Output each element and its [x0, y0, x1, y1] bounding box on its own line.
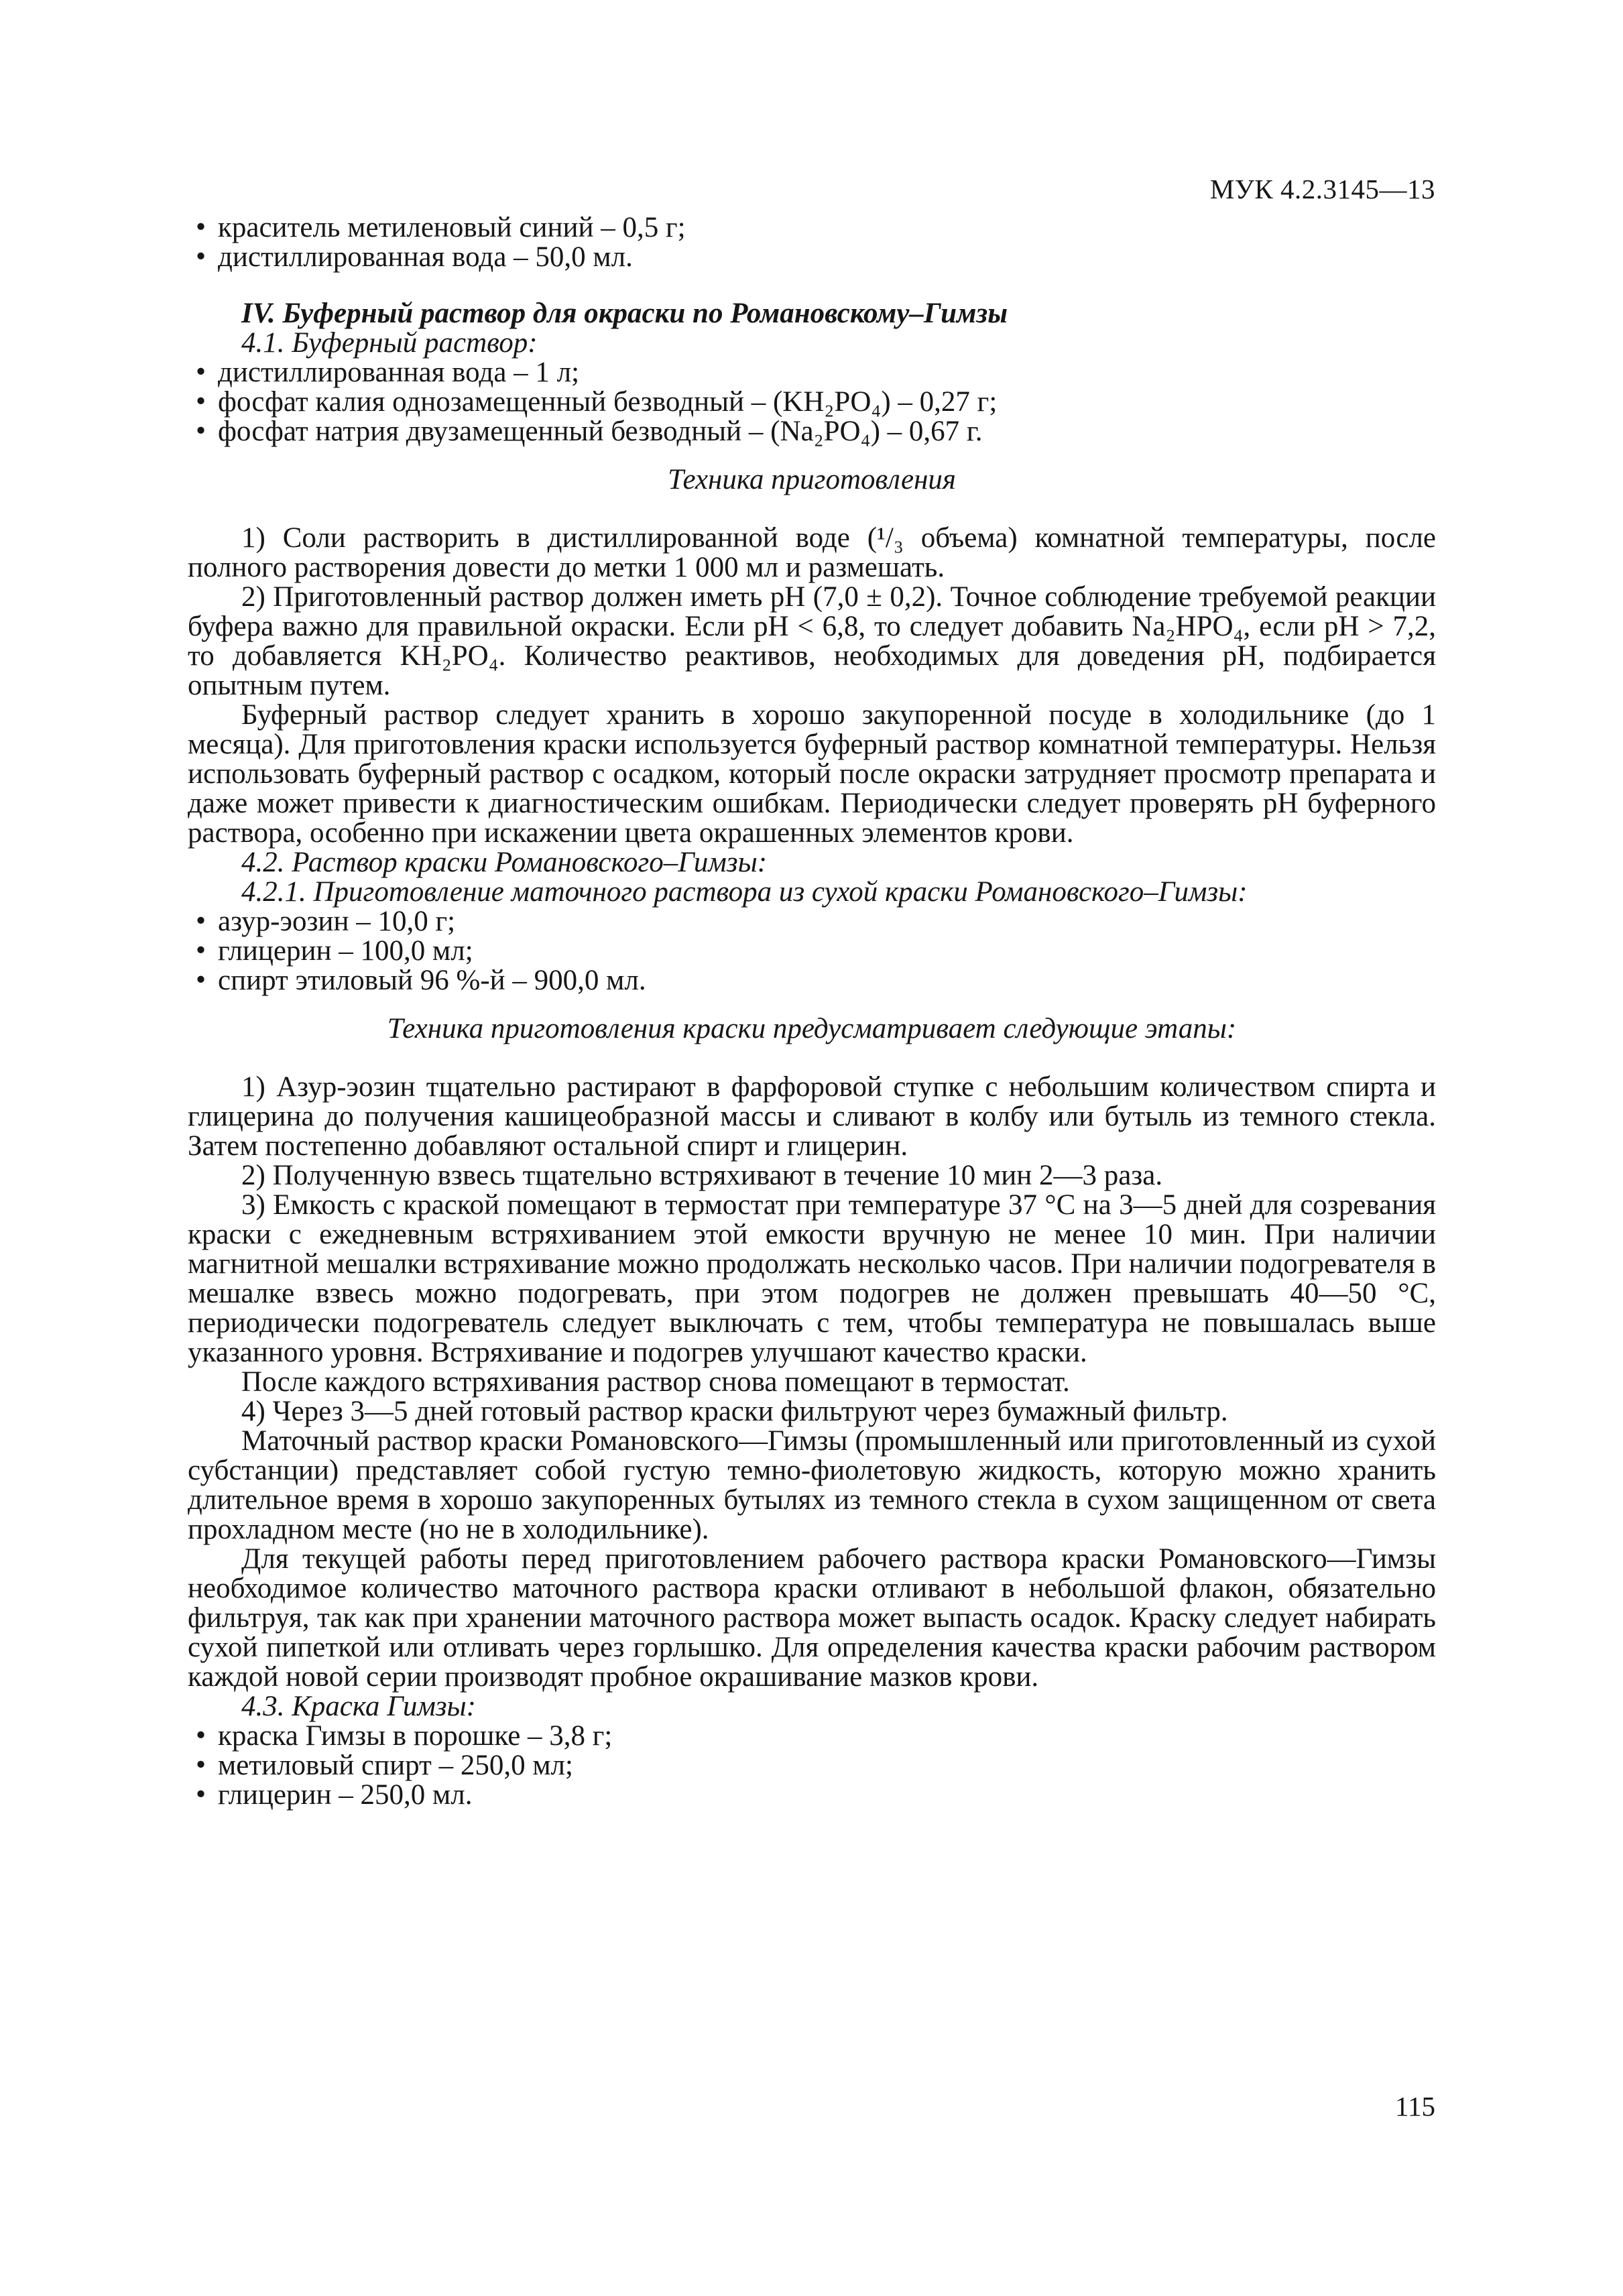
- technique-heading: Техника приготовления: [668, 464, 956, 495]
- paragraph: После каждого встряхивания раствор снова помещают в термостат.: [241, 1366, 1070, 1398]
- list-item: • фосфат натрия двузамещенный безводный – (Na₂PO₄) – 0,67 г.: [188, 417, 1436, 446]
- paragraph: 2) Приготовленный раствор должен иметь pH (7,0 ± 0,2). Точное соблюдение требуемой реакции буфера важно для правильной окраски. Если pH < 6,8, то следует добавить Na₂HPO₄, если pH > 7,2, то добавляется KH₂PO₄. Количество реактивов, необходимых для доведения pH, подбирается опытным путем.: [188, 581, 1436, 701]
- list-item: • глицерин – 100,0 мл;: [188, 936, 1436, 966]
- buffer-components-list: [188, 358, 1436, 446]
- list-item: • краска Гимзы в порошке – 3,8 г;: [188, 1721, 1436, 1751]
- paragraph: 4) Через 3—5 дней готовый раствор краски фильтруют через бумажный фильтр.: [241, 1396, 1228, 1427]
- paragraph: 2) Полученную взвесь тщательно встряхивают в течение 10 мин 2—3 раза.: [241, 1160, 1163, 1191]
- list-item: • метиловый спирт – 250,0 мл;: [188, 1751, 1436, 1780]
- page-number: 115: [1395, 2091, 1435, 2122]
- list-item: • краситель метиленовый синий – 0,5 г;: [188, 213, 1436, 243]
- paragraph: 1) Соли растворить в дистиллированной воде (¹/₃ объема) комнатной температуры, после полного растворения довести до метки 1 000 мл и размешать.: [188, 522, 1436, 583]
- paragraph: Буферный раствор следует хранить в хорошо закупоренной посуде в холодильнике (до 1 месяца). Для приготовления краски используется буферный раствор комнатной температуры. Нельзя использовать буферный раствор с осадком, который после окраски затрудняет просмотр препарата и даже может привести к диагностическим ошибкам. Периодически следует проверять pH буферного раствора, особенно при искажении цвета окрашенных элементов крови.: [188, 699, 1436, 849]
- stages-heading: Техника приготовления краски предусматривает следующие этапы:: [387, 1013, 1237, 1044]
- list-item: • дистиллированная вода – 1 л;: [188, 358, 1436, 387]
- list-item: • фосфат калия однозамещенный безводный – (KH₂PO₄) – 0,27 г;: [188, 387, 1436, 417]
- document-code: МУК 4.2.3145—13: [1209, 174, 1435, 204]
- paragraph: 3) Емкость с краской помещают в термостат при температуре 37 °С на 3—5 дней для созревания краски с ежедневным встряхиванием этой емкости вручную не менее 10 мин. При наличии магнитной мешалки встряхивание можно продолжать несколько часов. При наличии подогревателя в мешалке взвесь можно подогревать, при этом подогрев не должен превышать 40—50 °С, периодически подогреватель следует выключать с тем, чтобы температура не повышалась выше указанного уровня. Встряхивание и подогрев улучшают качество краски.: [188, 1189, 1436, 1368]
- page-content: [188, 213, 1436, 1810]
- giemsa-components-list: [188, 1721, 1436, 1810]
- top-list: [188, 213, 1436, 272]
- paragraph: Для текущей работы перед приготовлением рабочего раствора краски Романовского—Гимзы необходимое количество маточного раствора краски отливают в небольшой флакон, обязательно фильтруя, так как при хранении маточного раствора может выпасть осадок. Краску следует набирать сухой пипеткой или отливать через горлышко. Для определения качества краски рабочим раствором каждой новой серии производят пробное окрашивание мазков крови.: [188, 1543, 1436, 1693]
- list-item: • азур-эозин – 10,0 г;: [188, 907, 1436, 936]
- subsection-heading: 4.1. Буферный раствор:: [241, 327, 538, 359]
- subsection-heading: 4.3. Краска Гимзы:: [241, 1691, 476, 1722]
- subsection-heading: 4.2. Раствор краски Романовского–Гимзы:: [241, 847, 768, 878]
- paragraph: Маточный раствор краски Романовского—Гимзы (промышленный или приготовленный из сухой субстанции) представляет собой густую темно-фиолетовую жидкость, которую можно хранить длительное время в хорошо закупоренных бутылях из темного стекла в сухом защищенном от света прохладном месте (но не в холодильнике).: [188, 1425, 1436, 1545]
- paragraph: 1) Азур-эозин тщательно растирают в фарфоровой ступке с небольшим количеством спирта и глицерина до получения кашицеобразной массы и сливают в колбу или бутыль из темного стекла. Затем постепенно добавляют остальной спирт и глицерин.: [188, 1071, 1436, 1162]
- list-item: • спирт этиловый 96 %-й – 900,0 мл.: [188, 966, 1436, 995]
- list-item: • дистиллированная вода – 50,0 мл.: [188, 243, 1436, 272]
- section-heading: IV. Буферный раствор для окраски по Романовскому–Гимзы: [241, 298, 1008, 329]
- subsection-heading: 4.2.1. Приготовление маточного раствора из сухой краски Романовского–Гимзы:: [241, 876, 1248, 908]
- stock-solution-list: [188, 907, 1436, 995]
- list-item: • глицерин – 250,0 мл.: [188, 1780, 1436, 1810]
